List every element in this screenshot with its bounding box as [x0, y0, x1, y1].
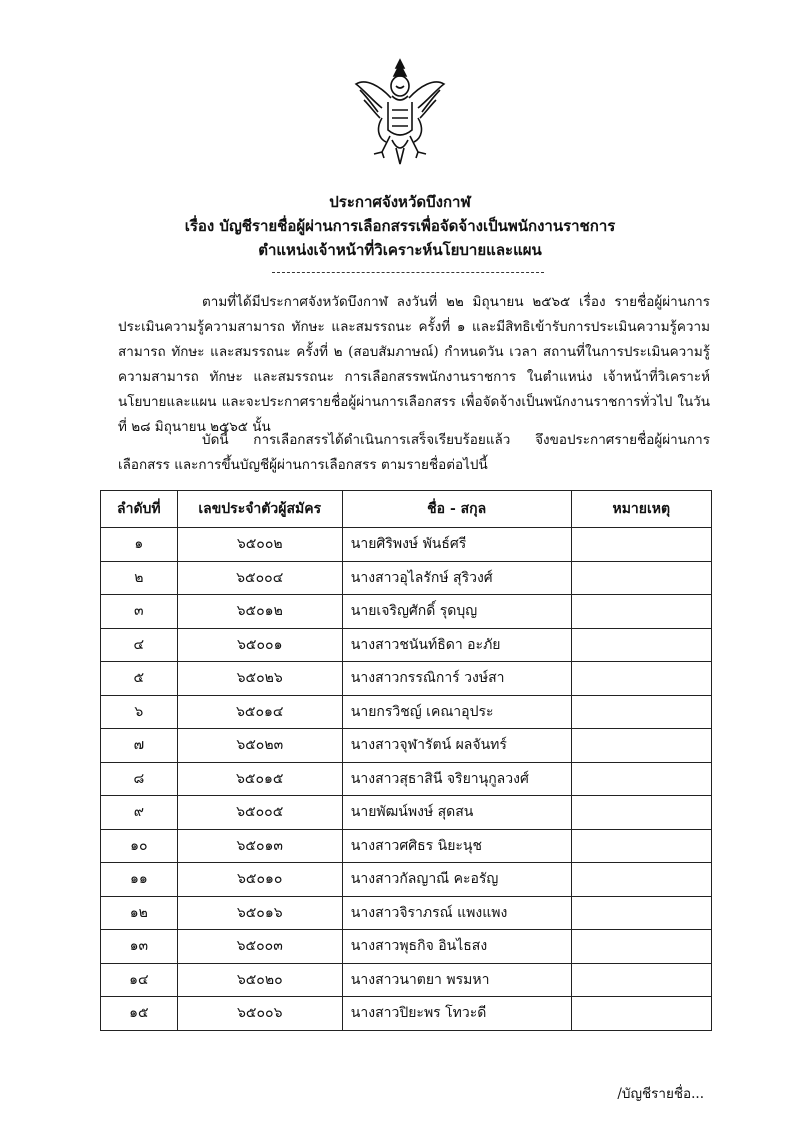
- row-name: นางสาวพุธกิจ อินไธสง: [342, 930, 571, 964]
- row-remarks: [571, 762, 711, 796]
- table-row: [101, 695, 712, 729]
- row-remarks: [571, 896, 711, 930]
- row-order: ๕: [101, 662, 178, 696]
- row-applicant-id: ๖๕๐๐๔: [177, 561, 342, 595]
- row-name: นายกรวิชญ์ เคณาอุประ: [342, 695, 571, 729]
- row-name: นางสาวอุไลรักษ์ สุริวงศ์: [342, 561, 571, 595]
- row-remarks: [571, 997, 711, 1031]
- row-name: นางสาวจิราภรณ์ แพงแพง: [342, 896, 571, 930]
- row-order: ๖: [101, 695, 178, 729]
- table-row: [101, 930, 712, 964]
- row-applicant-id: ๖๕๐๑๐: [177, 863, 342, 897]
- row-name: นายพัฒน์พงษ์ สุดสน: [342, 796, 571, 830]
- row-name: นางสาวปิยะพร โทวะดี: [342, 997, 571, 1031]
- table-row: [101, 829, 712, 863]
- row-name: นายเจริญศักดิ์ รุดบุญ: [342, 595, 571, 629]
- row-remarks: [571, 695, 711, 729]
- table-row: [101, 863, 712, 897]
- row-applicant-id: ๖๕๐๑๔: [177, 695, 342, 729]
- row-order: ๑๔: [101, 963, 178, 997]
- row-order: ๓: [101, 595, 178, 629]
- candidate-table: [100, 490, 712, 1031]
- continuation-note: /บัญชีรายชื่อ...: [617, 1086, 704, 1102]
- row-name: นางสาวศศิธร นิยะนุช: [342, 829, 571, 863]
- row-order: ๑: [101, 528, 178, 562]
- row-applicant-id: ๖๕๐๒๓: [177, 729, 342, 763]
- row-order: ๗: [101, 729, 178, 763]
- row-remarks: [571, 662, 711, 696]
- row-remarks: [571, 829, 711, 863]
- column-header-order: ลำดับที่: [101, 491, 178, 528]
- announcement-paragraph: [118, 428, 710, 478]
- row-applicant-id: ๖๕๐๐๒: [177, 528, 342, 562]
- table-row: [101, 528, 712, 562]
- table-row: [101, 628, 712, 662]
- row-name: นางสาวจุฬารัตน์ ผลจันทร์: [342, 729, 571, 763]
- announcement-title: ประกาศจังหวัดบึงกาฬ: [329, 193, 471, 211]
- intro-paragraph-text: ตามที่ได้มีประกาศจังหวัดบึงกาฬ ลงวันที่ ๒๒ มิถุนายน ๒๕๖๕ เรื่อง รายชื่อผู้ผ่านการประเมินความรู้ความสามารถ ทักษะ และสมรรถนะ ครั้งที่ ๑ และมีสิทธิเข้ารับการประเมินความรู้ความสามารถ ทักษะ และสมรรถนะ ครั้งที่ ๒ (สอบสัมภาษณ์) กำหนดวัน เวลา สถานที่ในการประเมินความรู้ความสามารถ ทักษะ และสมรรถนะ การเลือกสรรพนักงานราชการ ในตำแหน่ง เจ้าหน้าที่วิเคราะห์นโยบายและแผน และจะประกาศรายชื่อผู้ผ่านการเลือกสรร เพื่อจัดจ้างเป็นพนักงานราชการทั่วไป ในวันที่ ๒๘ มิถุนายน ๒๕๖๕ นั้น: [118, 294, 710, 435]
- row-applicant-id: ๖๕๐๒๐: [177, 963, 342, 997]
- row-applicant-id: ๖๕๐๐๕: [177, 796, 342, 830]
- row-order: ๙: [101, 796, 178, 830]
- table-header-row: [101, 491, 712, 528]
- row-name: นางสาวกรรณิการ์ วงษ์สา: [342, 662, 571, 696]
- row-name: นางสาวชนันท์ธิดา อะภัย: [342, 628, 571, 662]
- announcement-position: ตำแหน่งเจ้าหน้าที่วิเคราะห์นโยบายและแผน: [258, 241, 542, 259]
- row-name: นายศิริพงษ์ พันธ์ศรี: [342, 528, 571, 562]
- row-name: นางสาวสุธาสินี จริยานุกูลวงศ์: [342, 762, 571, 796]
- row-remarks: [571, 595, 711, 629]
- table-row: [101, 595, 712, 629]
- row-order: ๑๑: [101, 863, 178, 897]
- row-applicant-id: ๖๕๐๒๖: [177, 662, 342, 696]
- title-divider: [272, 272, 544, 273]
- row-order: ๒: [101, 561, 178, 595]
- table-row: [101, 662, 712, 696]
- row-order: ๑๓: [101, 930, 178, 964]
- table-row: [101, 896, 712, 930]
- row-applicant-id: ๖๕๐๐๑: [177, 628, 342, 662]
- row-remarks: [571, 796, 711, 830]
- column-header-applicant-id: เลขประจำตัวผู้สมัคร: [177, 491, 342, 528]
- row-remarks: [571, 729, 711, 763]
- row-applicant-id: ๖๕๐๑๖: [177, 896, 342, 930]
- row-order: ๔: [101, 628, 178, 662]
- table-row: [101, 796, 712, 830]
- row-applicant-id: ๖๕๐๑๕: [177, 762, 342, 796]
- column-header-remarks: หมายเหตุ: [571, 491, 711, 528]
- row-name: นางสาวกัลญาณี คะอรัญ: [342, 863, 571, 897]
- row-applicant-id: ๖๕๐๑๓: [177, 829, 342, 863]
- intro-paragraph: [118, 290, 710, 440]
- table-row: [101, 997, 712, 1031]
- table-row: [101, 963, 712, 997]
- row-order: ๑๕: [101, 997, 178, 1031]
- row-applicant-id: ๖๕๐๐๖: [177, 997, 342, 1031]
- announcement-paragraph-text: บัดนี้ การเลือกสรรได้ดำเนินการเสร็จเรียบร้อยแล้ว จึงขอประกาศรายชื่อผู้ผ่านการเลือกสรร และการขึ้นบัญชีผู้ผ่านการเลือกสรร ตามรายชื่อต่อไปนี้: [118, 432, 710, 473]
- table-row: [101, 729, 712, 763]
- row-remarks: [571, 963, 711, 997]
- row-applicant-id: ๖๕๐๐๓: [177, 930, 342, 964]
- row-remarks: [571, 561, 711, 595]
- row-order: ๑๐: [101, 829, 178, 863]
- row-name: นางสาวนาตยา พรมหา: [342, 963, 571, 997]
- row-remarks: [571, 930, 711, 964]
- row-order: ๑๒: [101, 896, 178, 930]
- column-header-name: ชื่อ - สกุล: [342, 491, 571, 528]
- table-row: [101, 762, 712, 796]
- row-remarks: [571, 528, 711, 562]
- row-remarks: [571, 863, 711, 897]
- garuda-emblem-icon: [352, 56, 448, 168]
- announcement-subject: เรื่อง บัญชีรายชื่อผู้ผ่านการเลือกสรรเพื่อจัดจ้างเป็นพนักงานราชการ: [184, 217, 616, 235]
- table-row: [101, 561, 712, 595]
- row-remarks: [571, 628, 711, 662]
- row-order: ๘: [101, 762, 178, 796]
- row-applicant-id: ๖๕๐๑๒: [177, 595, 342, 629]
